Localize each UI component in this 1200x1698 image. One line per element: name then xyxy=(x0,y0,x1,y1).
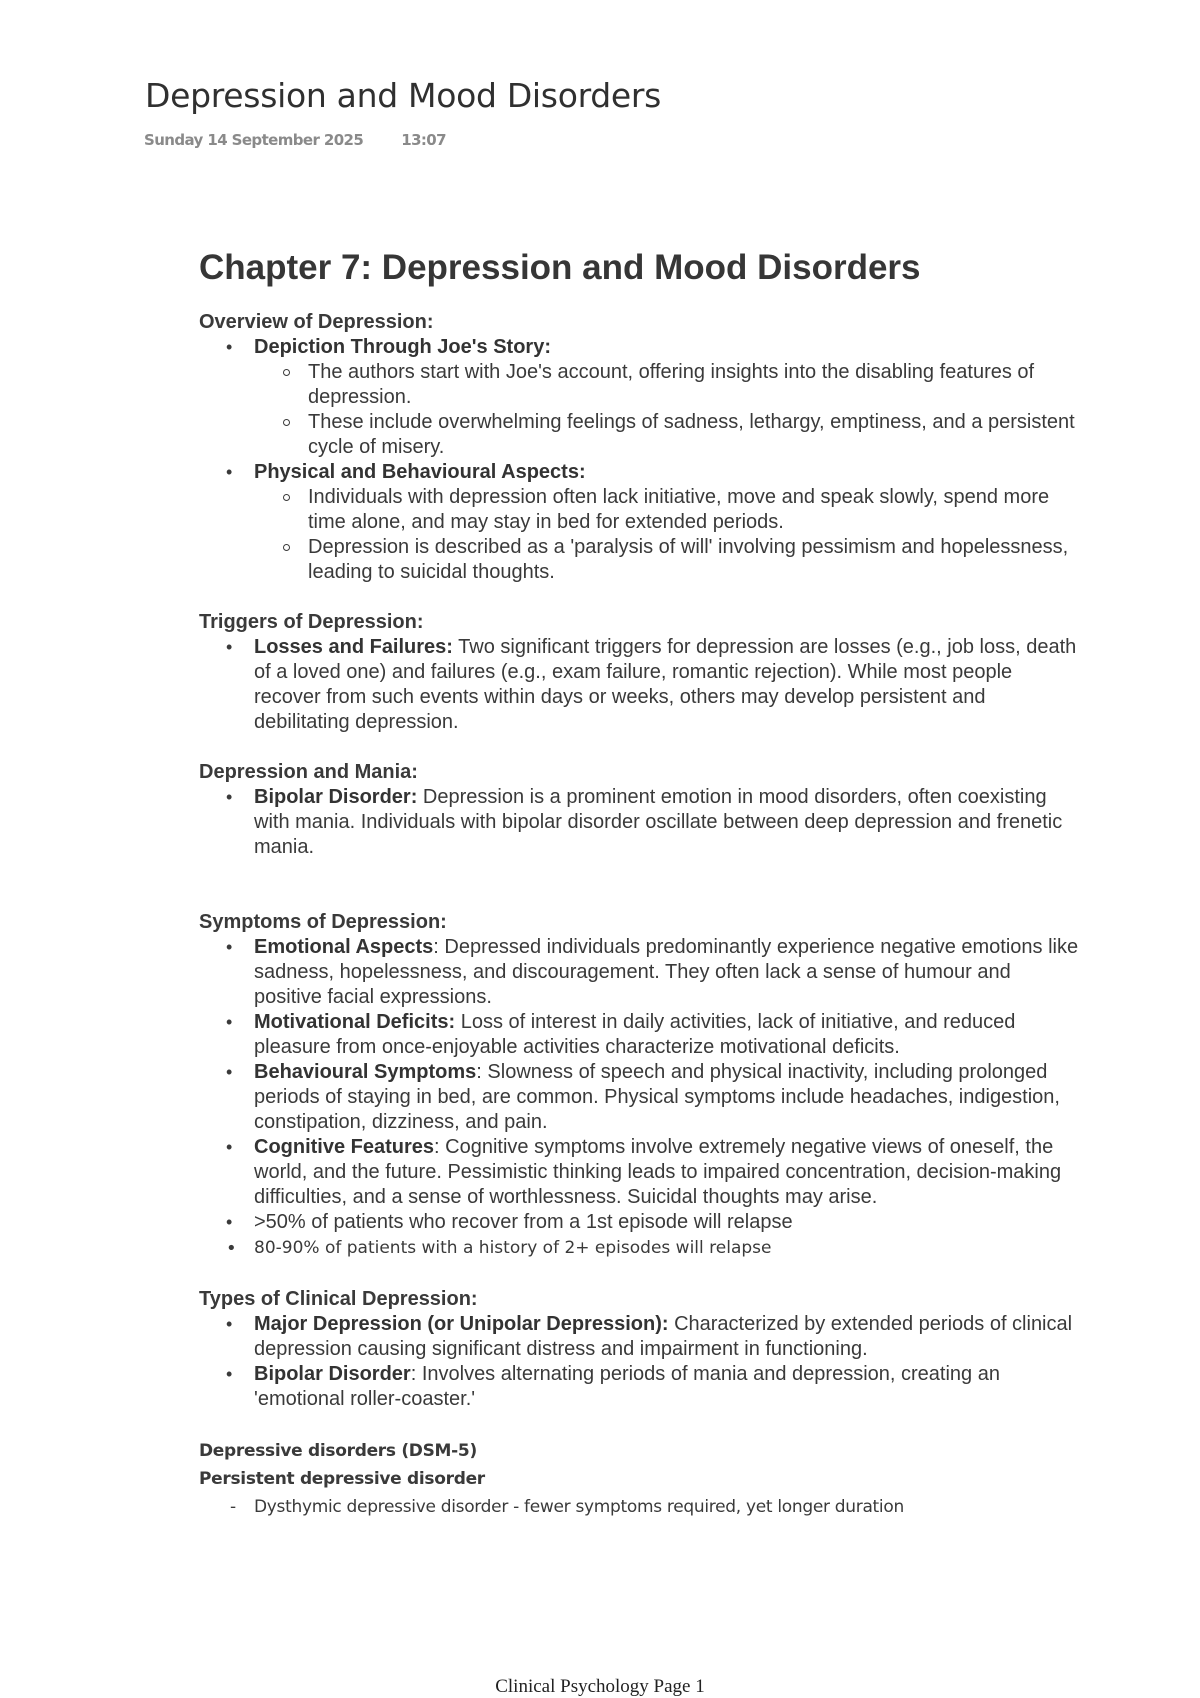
section-heading-triggers: Triggers of Depression: xyxy=(199,611,424,633)
list-item-title: Losses and Failures: xyxy=(254,636,453,658)
subheading-persistent: Persistent depressive disorder xyxy=(199,1469,485,1489)
mania-list xyxy=(199,785,1079,860)
list-item-title: Emotional Aspects xyxy=(254,936,434,958)
list-item xyxy=(199,460,1079,585)
section-heading-overview: Overview of Depression: xyxy=(199,311,434,333)
overview-list xyxy=(199,335,1079,585)
types-list xyxy=(199,1312,1079,1412)
section-heading-types: Types of Clinical Depression: xyxy=(199,1288,478,1310)
triggers-list xyxy=(199,635,1079,735)
sub-list-item: Depression is described as a 'paralysis of will' involving pessimism and hopelessness, leading to suicidal thoughts. xyxy=(254,535,1079,585)
list-item xyxy=(199,1060,1079,1135)
symptoms-list xyxy=(199,935,1079,1262)
list-item-text: Two significant triggers for depression are losses (e.g., job loss, death of a loved one) and failures (e.g., exam failure, romantic rejection). While most people recover from such events within days or weeks, others may develop persistent and debilitating depression. xyxy=(254,636,1077,733)
page-time: 13:07 xyxy=(401,131,446,149)
list-item: • >50% of patients who recover from a 1st episode will relapse xyxy=(199,1210,1079,1235)
sub-list-item: Individuals with depression often lack initiative, move and speak slowly, spend more time alone, and may stay in bed for extended periods. xyxy=(254,485,1079,535)
list-item-title: Physical and Behavioural Aspects: xyxy=(254,461,586,483)
list-item xyxy=(199,335,1079,460)
sub-list xyxy=(199,485,1079,585)
list-item-title: Depiction Through Joe's Story: xyxy=(254,336,551,358)
list-item-title: Cognitive Features xyxy=(254,1136,435,1158)
section-heading-symptoms: Symptoms of Depression: xyxy=(199,911,447,933)
list-item-text: : Cognitive symptoms involve extremely negative views of oneself, the world, and the future. Pessimistic thinking leads to impaired concentration, decision-making difficulties, and a sense of worthlessness. Suicidal thoughts may arise. xyxy=(254,1136,1062,1208)
chapter-title: Chapter 7: Depression and Mood Disorders xyxy=(199,248,921,287)
sub-list-item: The authors start with Joe's account, offering insights into the disabling features of depression. xyxy=(254,360,1079,410)
list-item-text: Characterized by extended periods of clinical depression causing significant distress and impairment in functioning. xyxy=(254,1313,1073,1360)
list-item-title: Behavioural Symptoms xyxy=(254,1061,477,1083)
section-heading-mania: Depression and Mania: xyxy=(199,761,418,783)
list-item-title: Motivational Deficits: xyxy=(254,1011,456,1033)
list-item-title: Major Depression (or Unipolar Depression): xyxy=(254,1313,669,1335)
list-item-text: : Slowness of speech and physical inactivity, including prolonged periods of staying in bed, are common. Physical symptoms include headaches, indigestion, constipation, dizziness, and pain. xyxy=(254,1061,1060,1133)
page-timestamp xyxy=(144,131,446,149)
list-item xyxy=(199,1135,1079,1210)
sub-list-item: These include overwhelming feelings of sadness, lethargy, emptiness, and a persistent cycle of misery. xyxy=(254,410,1079,460)
list-item-text: : Involves alternating periods of mania and depression, creating an 'emotional roller-coaster.' xyxy=(254,1363,1000,1410)
list-item-text: Depression is a prominent emotion in mood disorders, often coexisting with mania. Individuals with bipolar disorder oscillate between deep depression and frenetic mania. xyxy=(254,786,1063,858)
list-item-title: Bipolar Disorder: xyxy=(254,786,418,808)
section-heading-dsm: Depressive disorders (DSM-5) xyxy=(199,1441,477,1461)
dsm-list xyxy=(199,1493,1079,1521)
list-item xyxy=(199,1362,1079,1412)
list-item xyxy=(199,785,1079,860)
list-item xyxy=(199,1312,1079,1362)
list-item xyxy=(199,635,1079,735)
list-item xyxy=(199,1010,1079,1060)
page-title: Depression and Mood Disorders xyxy=(145,76,662,115)
page-date: Sunday 14 September 2025 xyxy=(144,131,364,149)
list-item-title: Bipolar Disorder xyxy=(254,1363,411,1385)
list-item: • 80-90% of patients with a history of 2+ episodes will relapse xyxy=(199,1235,1079,1262)
list-item-text: Loss of interest in daily activities, lack of initiative, and reduced pleasure from once-enjoyable activities characterize motivational deficits. xyxy=(254,1011,1016,1058)
list-item-text: : Depressed individuals predominantly experience negative emotions like sadness, hopelessness, and discouragement. They often lack a sense of humour and positive facial expressions. xyxy=(254,936,1079,1008)
sub-list xyxy=(199,360,1079,460)
page-footer: Clinical Psychology Page 1 xyxy=(495,1676,705,1697)
list-item xyxy=(199,935,1079,1010)
note-content xyxy=(199,248,1079,1521)
list-item: - Dysthymic depressive disorder - fewer symptoms required, yet longer duration xyxy=(199,1493,1079,1521)
